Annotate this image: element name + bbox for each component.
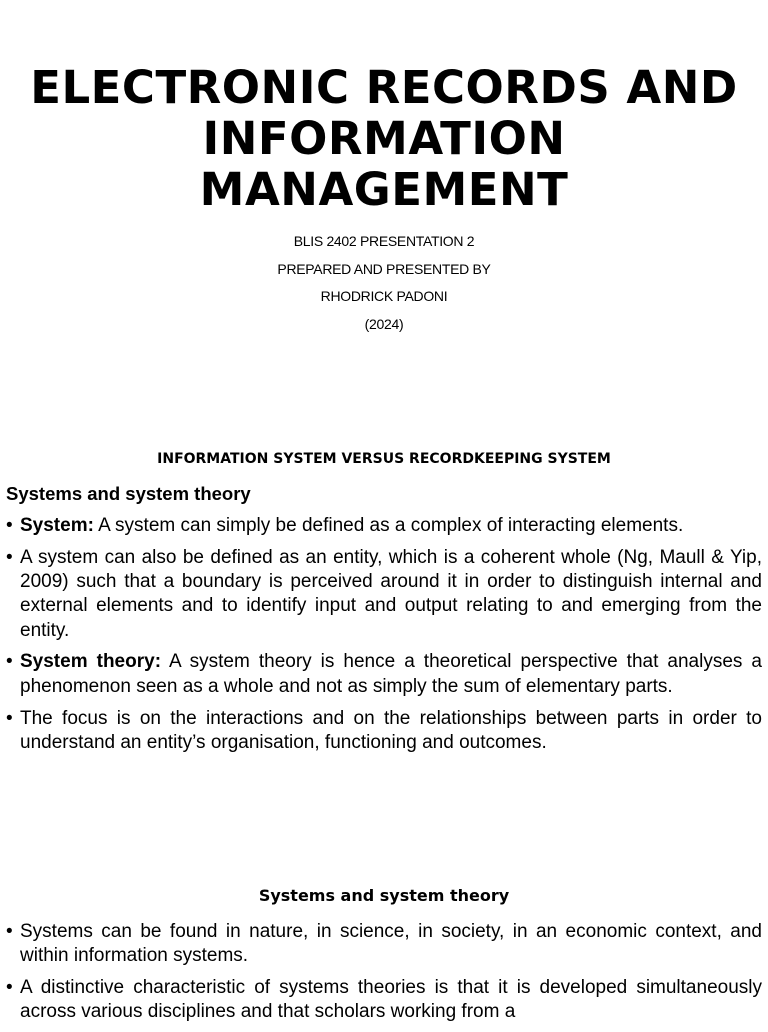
slide-information-system — [0, 430, 768, 850]
title-line: ELECTRONIC RECORDS AND — [30, 61, 738, 114]
bullet-item — [6, 514, 762, 538]
bullet-list — [6, 514, 762, 763]
slide-systems-theory — [0, 850, 768, 1024]
author-name: RHODRICK PADONI — [320, 288, 448, 304]
bullet-list — [6, 920, 762, 1032]
prepared-by-label: PREPARED AND PRESENTED BY — [277, 260, 491, 277]
bullet-text: A system theory is hence a theoretical perspective that analyses a phenomenon seen as a whole and not as simply the sum of elementary parts. — [20, 651, 762, 697]
bullet-icon: • — [6, 651, 13, 673]
bullet-text: The focus is on the interactions and on the relationships between parts in order to understand an entity’s organisation, functioning and outcomes. — [20, 707, 762, 753]
title-slide — [0, 0, 768, 430]
bullet-icon: • — [6, 977, 13, 999]
bullet-item — [6, 546, 762, 643]
bullet-text: Systems can be found in nature, in science, in society, in an economic context, and within information systems. — [20, 921, 762, 967]
title-line: MANAGEMENT — [199, 163, 569, 216]
bullet-term: System: — [20, 515, 94, 536]
bullet-icon: • — [6, 707, 13, 729]
bullet-item — [6, 976, 762, 1025]
subtitle-block — [0, 228, 768, 338]
bullet-text: A system can also be defined as an entity, which is a coherent whole (Ng, Maull & Yip, 2009) such that a boundary is perceived around it in order to distinguish internal and external elements and to identify input and output relating to and emerging from the entity. — [20, 546, 762, 641]
bullet-item — [6, 707, 762, 756]
presentation-title — [0, 62, 768, 215]
bullet-item — [6, 650, 762, 699]
bullet-item — [6, 920, 762, 969]
slide-heading: INFORMATION SYSTEM VERSUS RECORDKEEPING SYSTEM — [157, 451, 611, 467]
bullet-icon: • — [6, 515, 13, 536]
slide-heading: Systems and system theory — [258, 886, 510, 905]
bullet-term: System theory: — [20, 651, 162, 673]
section-subheading: Systems and system theory — [6, 483, 251, 504]
title-line: INFORMATION — [202, 112, 566, 165]
bullet-icon: • — [6, 921, 13, 942]
bullet-text: A distinctive characteristic of systems theories is that it is developed simultaneously across various disciplines and that scholars working from a — [20, 977, 762, 1023]
presentation-year: (2024) — [364, 315, 404, 332]
bullet-text: A system can simply be defined as a complex of interacting elements. — [93, 515, 684, 536]
bullet-icon: • — [6, 546, 13, 568]
course-code: BLIS 2402 PRESENTATION 2 — [293, 233, 475, 249]
